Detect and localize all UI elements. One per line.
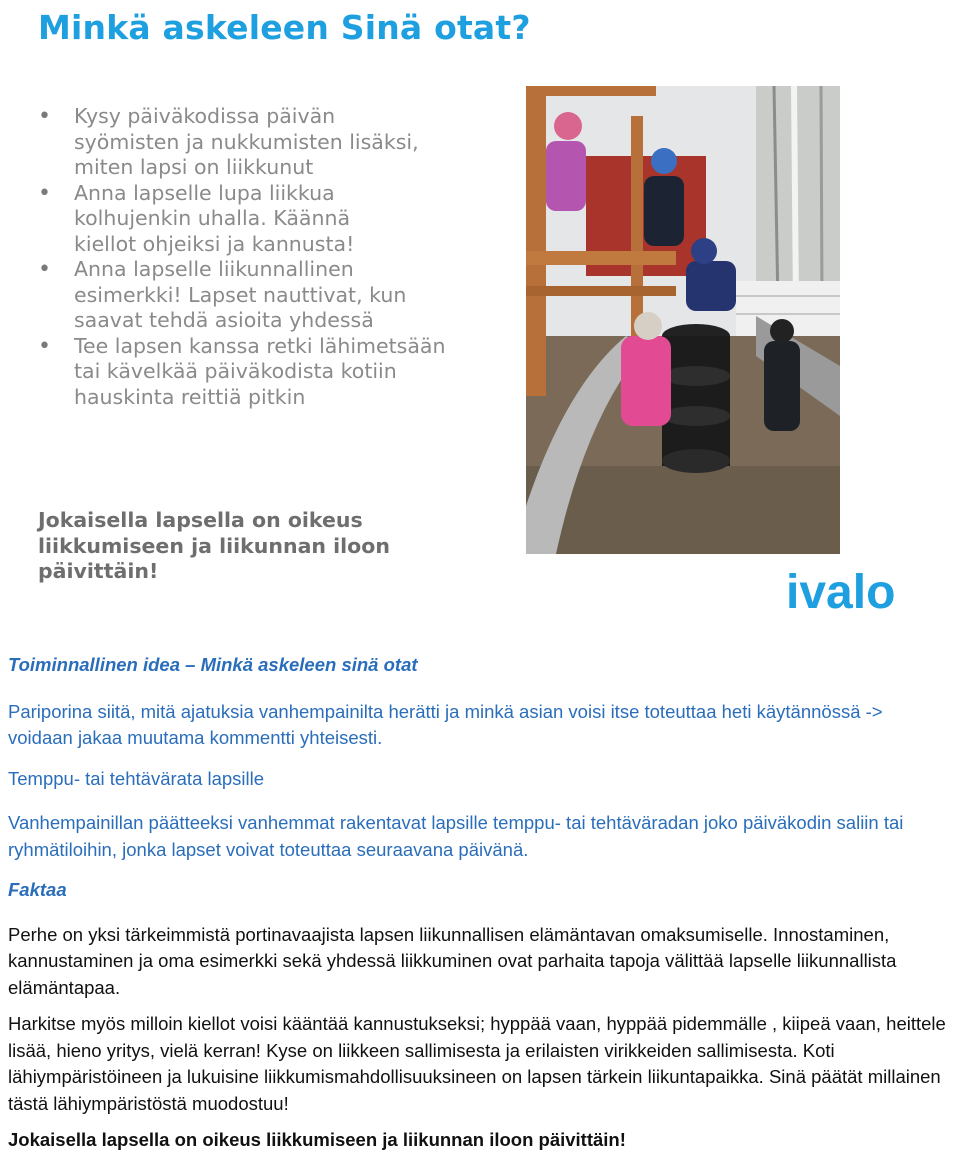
slide-bullet-list xyxy=(38,104,458,410)
ivalo-logo xyxy=(786,566,910,616)
slide-title: Minkä askeleen Sinä otat? xyxy=(38,8,531,47)
bullet-icon: • xyxy=(38,104,51,129)
slide-bullet: • Anna lapselle lupa liikkua kolhujenkin uhalla. Käännä kiellot ohjeiksi ja kannusta! xyxy=(38,180,355,256)
slide-motto: Jokaisella lapsella on oikeus liikkumiseen ja liikunnan iloon päivittäin! xyxy=(38,508,390,583)
slide-bullet: • Tee lapsen kanssa retki lähimetsään tai kävelkää päiväkodista kotiin hauskinta reittiä pitkin xyxy=(38,333,446,409)
paragraph-encouragement: Harkitse myös milloin kiellot voisi kääntää kannustukseksi; hyppää vaan, hyppää pidemmälle , kiipeä vaan, heittele lisää, hieno yritys, vielä kerran! Kyse on liikkeen sallimisesta ja erilaisten virikkeiden sallimisesta. Koti lähiympäristöineen ja lukuisine liikkumismahdollisuuksineen on lapsen tärkein liikuntapaikka. Sinä päätät millainen tästä lähiympäristöstä muodostuu! xyxy=(8,1013,946,1114)
paragraph-obstacle-course: Vanhempainillan päätteeksi vanhemmat rakentavat lapsille temppu- tai tehtäväradan joko päiväkodin saliin tai ryhmätiloihin, jonka lapset voivat toteuttaa seuraavana päivänä. xyxy=(8,812,904,860)
slide-bullet: • Anna lapselle liikunnallinen esimerkki! Lapset nauttivat, kun saavat tehdä asioita yhdessä xyxy=(38,257,407,332)
heading-facts: Faktaa xyxy=(8,879,67,900)
slide-bullet: • Kysy päiväkodissa päivän syömisten ja nukkumisten lisäksi, miten lapsi on liikkunut xyxy=(38,104,419,179)
paragraph-facts: Perhe on yksi tärkeimmistä portinavaajista lapsen liikunnallisen elämäntavan omaksumiselle. Innostaminen, kannustaminen ja oma esimerkki sekä yhdessä liikkuminen ovat parhaita tapoja välittää lapselle liikunnallista elämäntapaa. xyxy=(8,923,897,998)
playground-photo-illustration xyxy=(526,86,840,554)
bullet-icon: • xyxy=(38,180,51,206)
bullet-icon: • xyxy=(38,333,51,359)
svg-text:ivalo: ivalo xyxy=(786,566,896,616)
heading-functional-idea: Toiminnallinen idea – Minkä askeleen sinä otat xyxy=(8,654,418,675)
heading-obstacle-course: Temppu- tai tehtävärata lapsille xyxy=(8,767,265,789)
playground-photo xyxy=(526,86,840,554)
paragraph-discussion: Pariporina siitä, mitä ajatuksia vanhempainilta herätti ja minkä asian voisi itse toteuttaa heti käytännössä -> voidaan jakaa muutama kommentti yhteisesti. xyxy=(8,700,883,748)
closing-motto: Jokaisella lapsella on oikeus liikkumiseen ja liikunnan iloon päivittäin! xyxy=(8,1129,626,1150)
bullet-icon: • xyxy=(38,257,51,282)
document-body xyxy=(8,650,954,1154)
